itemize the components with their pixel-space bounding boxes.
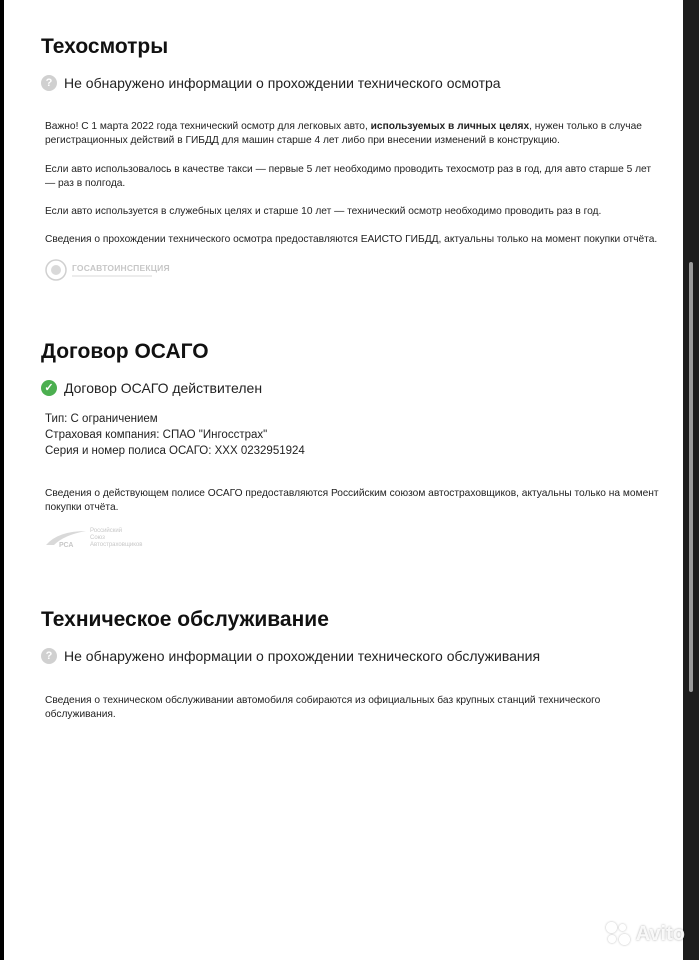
osago-section	[41, 339, 661, 397]
avito-watermark	[606, 922, 685, 946]
note-text: Важно! С 1 марта 2022 года технический осмотр для легковых авто,	[45, 121, 371, 132]
osago-title: Договор ОСАГО	[41, 340, 209, 363]
inspections-note-4: Сведения о прохождении технического осмотра предоставляются ЕАИСТО ГИБДД, актуальны только на момент покупки отчёта.	[45, 234, 658, 245]
note-text: , нужен только в случае регистрационных действий в ГИБДД для машин старше 4 лет либо при внесении изменений в конструкцию.	[45, 121, 642, 146]
maintenance-title: Техническое обслуживание	[41, 608, 329, 631]
gibdd-emblem-icon	[45, 259, 67, 281]
gibdd-logo-text: ГОСАВТОИНСПЕКЦИЯ	[72, 263, 170, 273]
inspections-title: Техосмотры	[41, 35, 169, 58]
maintenance-status	[41, 647, 661, 665]
osago-company: Страховая компания: СПАО "Ингосстрах"	[45, 429, 268, 441]
question-icon: ?	[41, 75, 57, 91]
rsa-logo-line-2: Союз	[90, 534, 105, 541]
osago-policy-number: Серия и номер полиса ОСАГО: XXX 0232951924	[45, 445, 305, 457]
rsa-logo-line-1: Российский	[90, 527, 123, 534]
scrollbar-thumb[interactable]	[689, 262, 693, 692]
maintenance-status-text: Не обнаружено информации о прохождении технического обслуживания	[64, 648, 541, 664]
inspections-status	[41, 74, 661, 92]
note-bold-text: используемых в личных целях	[370, 121, 530, 132]
check-circle-icon: ✓	[41, 380, 57, 396]
osago-note: Сведения о действующем полисе ОСАГО предоставляются Российским союзом автостраховщиков, актуальны только на момент покупки отчёта.	[45, 488, 659, 513]
svg-text:РСА: РСА	[59, 542, 74, 549]
inspections-note-3: Если авто используется в служебных целях и старше 10 лет — технический осмотр необходимо проводить раз в год.	[45, 206, 602, 217]
maintenance-section	[41, 607, 661, 665]
inspections-status-text: Не обнаружено информации о прохождении технического осмотра	[64, 75, 501, 91]
gibdd-logo	[45, 259, 170, 281]
maintenance-note: Сведения о техническом обслуживании автомобиля собираются из официальных баз крупных станций технического обслуживания.	[45, 695, 601, 720]
inspections-note-1	[45, 120, 660, 148]
osago-type: Тип: С ограничением	[45, 413, 158, 425]
question-icon: ?	[41, 648, 57, 664]
avito-watermark-text: Avito	[635, 922, 685, 945]
logo-underline	[72, 275, 152, 277]
rsa-logo-line-3: Автостраховщиков	[90, 541, 143, 548]
osago-status	[41, 379, 661, 397]
osago-status-text: Договор ОСАГО действителен	[64, 380, 263, 396]
inspections-note-2: Если авто использовалось в качестве такси — первые 5 лет необходимо проводить техосмотр раз в год, для авто старше 5 лет — раз в полгода.	[45, 164, 652, 189]
inspections-section	[41, 34, 661, 92]
rsa-logo	[44, 527, 142, 549]
avito-logo-icon	[606, 922, 632, 946]
rsa-emblem-icon	[44, 527, 88, 549]
